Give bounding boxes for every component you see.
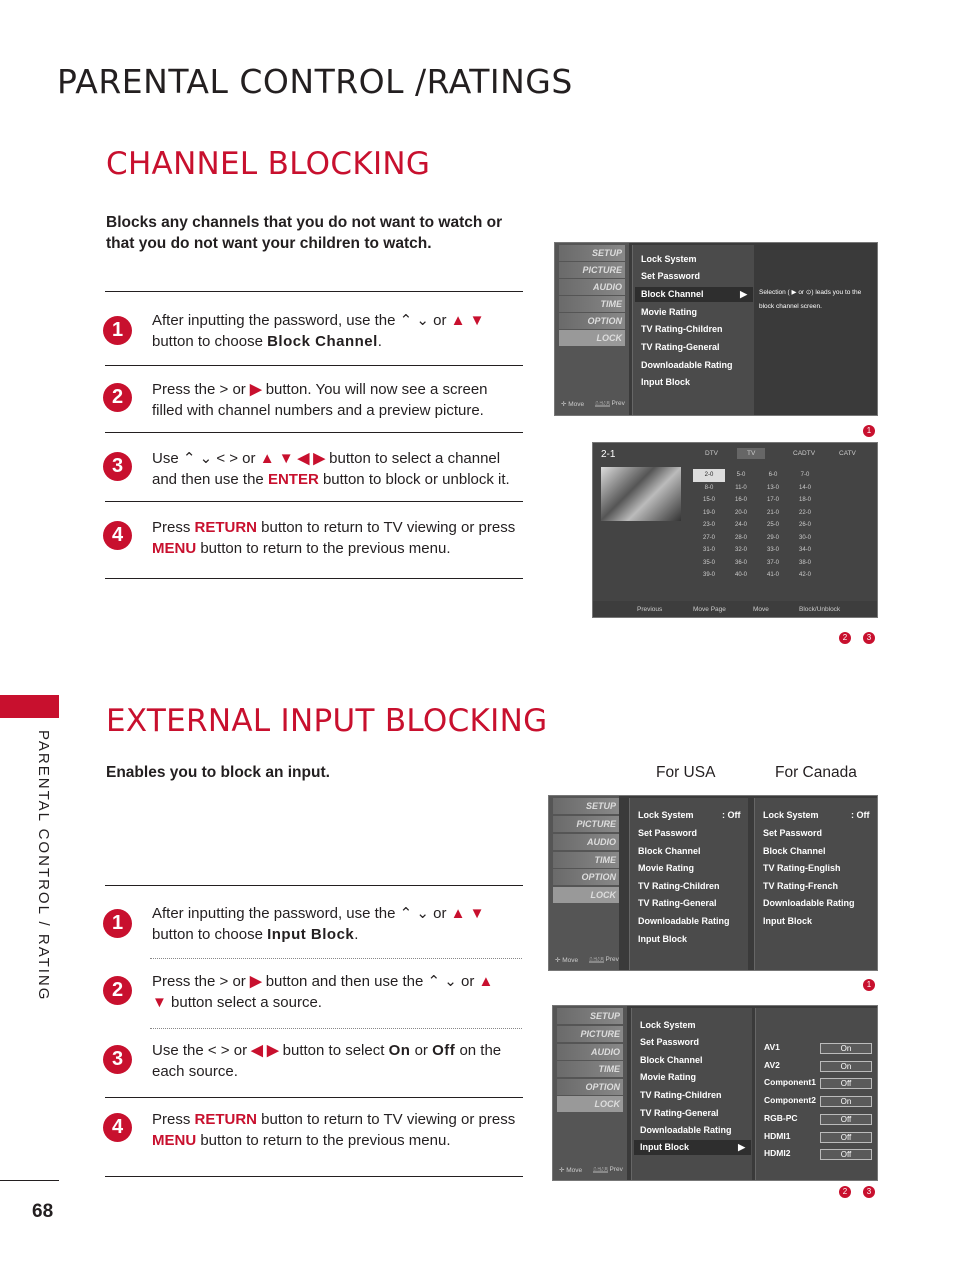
left-right-triangle-icon: ◀ ▶ [251,1042,279,1059]
channel-cell[interactable]: 31-0 [702,547,715,554]
item-input-block[interactable]: Input Block ▶ [634,1140,751,1155]
item-downloadable-rating[interactable]: Downloadable Rating [641,360,733,370]
divider [105,432,523,433]
canada-items-panel [754,798,877,970]
marker-circle: 3 [863,632,875,644]
item-tv-rating-children[interactable]: TV Rating-Children [640,1090,722,1100]
item-lock-system[interactable]: Lock System [763,810,819,820]
up-down-triangle-icon: ▲ ▼ [450,905,485,922]
channel-cell[interactable]: 39-0 [702,572,715,579]
page-divider [0,1180,59,1181]
item-tv-rating-children[interactable]: TV Rating-Children [638,881,720,891]
menu-picture[interactable]: PICTURE [559,262,625,278]
menu-audio[interactable]: AUDIO [559,279,625,295]
channel-cell[interactable]: 11-0 [735,484,747,491]
footer-prev: MENU Prev [593,1166,623,1173]
menu-column [553,1006,627,1180]
channel-cell[interactable]: 36-0 [734,559,747,566]
item-tv-rating-general[interactable]: TV Rating-General [641,342,720,352]
channel-cell[interactable]: 25-0 [766,522,779,529]
lock-items-panel [632,245,754,415]
channel-cell[interactable]: 27-0 [702,534,715,541]
footer-move: ✛ Move [559,1167,583,1174]
channel-cell[interactable]: 15-0 [702,497,715,504]
item-movie-rating[interactable]: Movie Rating [641,307,698,317]
usa-items-panel [629,798,748,970]
menu-time[interactable]: TIME [559,296,625,312]
source-name: Component2 [764,1095,816,1106]
step-text: Press the > or ▶ button. You will now see a screen filled with channel numbers and a preview picture. [152,381,488,419]
item-tv-rating-english[interactable]: TV Rating-English [763,863,841,873]
grid-row [693,557,821,570]
channel-cell[interactable]: 23-0 [702,522,715,529]
channel-cell[interactable]: 37-0 [766,559,779,566]
tab-catv[interactable]: CATV [839,450,856,457]
item-block-channel[interactable]: Block Channel [640,1055,703,1065]
grid-footer [593,601,877,617]
item-lock-system[interactable]: Lock System [640,1020,696,1030]
right-triangle-icon: ▶ [740,289,747,299]
lock-menu-screen [554,242,878,416]
source-toggle[interactable]: Off [820,1078,872,1089]
menu-setup[interactable]: SETUP [559,245,625,261]
dotted-divider [150,958,522,959]
footer-previous: Previous [637,606,663,613]
channel-blocking-intro: Blocks any channels that you do not want to watch or that you do not want your children to watch. [106,214,503,252]
grid-row [693,494,821,507]
channel-cell[interactable]: 42-0 [798,572,811,579]
channel-grid [693,469,821,582]
step-text: Use the < > or ◀ ▶ button to select On or Off on the each source. [152,1042,502,1080]
step-number: 4 [103,1113,132,1142]
channel-cell[interactable]: 13-0 [766,484,779,491]
item-block-channel[interactable]: Block Channel [638,846,701,856]
step-text: After inputting the password, use the ⌃ ⌄ or ▲ ▼ button to choose Input Block. [152,905,485,943]
item-set-password[interactable]: Set Password [763,828,823,838]
channel-cell[interactable]: 2-0 [693,469,725,482]
marker-circle: 1 [863,425,875,437]
left-right-arrow-icon: < > [207,1042,230,1059]
item-tv-rating-general[interactable]: TV Rating-General [640,1108,719,1118]
menu-lock[interactable]: LOCK [553,887,619,903]
channel-cell[interactable]: 32-0 [734,547,747,554]
up-down-triangle-icon: ▲ ▼ [450,312,485,329]
lock-items-panel [631,1008,752,1180]
right-triangle-icon: ▶ [249,973,262,990]
sidebar-label: PARENTAL CONTROL / RATING [35,730,52,1002]
footer-move: Move [753,606,769,613]
step-number: 3 [103,452,132,481]
lock-system-value: : Off [851,810,870,820]
tab-cadtv[interactable]: CADTV [793,450,816,457]
channel-blocking-heading: CHANNEL BLOCKING [106,146,431,182]
grid-row [693,469,821,482]
divider [105,291,523,292]
channel-cell[interactable]: 17-0 [766,497,779,504]
channel-cell[interactable]: 6-0 [768,472,778,479]
channel-cell[interactable]: 7-0 [800,472,810,479]
marker-circle: 3 [863,1186,875,1198]
source-toggle[interactable]: On [820,1061,872,1072]
item-input-block[interactable]: Input Block [638,934,687,944]
item-downloadable-rating[interactable]: Downloadable Rating [763,898,855,908]
menu-audio[interactable]: AUDIO [553,834,619,850]
channel-cell[interactable]: 24-0 [734,522,747,529]
step-number: 2 [103,976,132,1005]
footer-prev: MENU Prev [595,400,625,407]
page-title: PARENTAL CONTROL /RATINGS [57,62,573,101]
footer-move: ✛ Move [561,401,585,408]
item-tv-rating-general[interactable]: TV Rating-General [638,898,717,908]
step-number: 1 [103,909,132,938]
page-number: 68 [32,1201,54,1222]
grid-row [693,544,821,557]
channel-cell[interactable]: 41-0 [766,572,779,579]
divider [105,365,523,366]
divider [105,1097,523,1098]
arrows-icon: ⌃ ⌄ < > [182,450,239,467]
right-arrow-icon: > [219,973,229,990]
divider [105,501,523,502]
source-name: AV2 [764,1059,780,1070]
source-name: HDMI2 [764,1148,791,1159]
item-input-block[interactable]: Input Block [763,916,812,926]
source-toggle[interactable]: Off [820,1149,872,1160]
item-downloadable-rating[interactable]: Downloadable Rating [638,916,730,926]
external-input-heading: EXTERNAL INPUT BLOCKING [106,703,548,739]
item-set-password[interactable]: Set Password [640,1037,700,1047]
menu-column [549,796,619,970]
channel-cell[interactable]: 40-0 [734,572,747,579]
marker-circle: 2 [839,632,851,644]
step-number: 3 [103,1045,132,1074]
sources-panel [755,1008,877,1180]
step-number: 2 [103,383,132,412]
grid-row [693,507,821,520]
channel-cell[interactable]: 29-0 [766,534,779,541]
grid-tabs [691,447,873,461]
marker-circle: 2 [839,1186,851,1198]
four-triangles-icon: ▲ ▼ ◀ ▶ [259,450,325,467]
source-name: RGB-PC [764,1112,798,1123]
source-toggle[interactable]: Off [820,1114,872,1125]
divider [105,1176,523,1177]
channel-cell[interactable]: 19-0 [702,509,715,516]
channel-cell[interactable]: 21-0 [766,509,779,516]
menu-lock[interactable]: LOCK [557,1096,623,1112]
footer-block-unblock: Block/Unblock [799,606,841,613]
input-block-screen [552,1005,878,1181]
channel-cell[interactable]: 38-0 [798,559,811,566]
right-arrow-icon: > [219,381,229,398]
tab-dtv[interactable]: DTV [705,450,718,457]
source-name: AV1 [764,1042,780,1052]
menu-time[interactable]: TIME [557,1061,623,1077]
menu-option[interactable]: OPTION [553,869,619,885]
channel-cell[interactable]: 35-0 [702,559,715,566]
grid-row [693,532,821,545]
item-set-password[interactable]: Set Password [641,271,701,281]
channel-cell[interactable]: 30-0 [798,534,811,541]
grid-row [693,519,821,532]
menu-option[interactable]: OPTION [559,313,625,329]
item-downloadable-rating[interactable]: Downloadable Rating [640,1125,732,1135]
channel-cell[interactable]: 26-0 [798,522,811,529]
step-text: After inputting the password, use the ⌃ ⌄ or ▲ ▼ button to choose Block Channel. [152,312,485,350]
footer-move: ✛ Move [555,957,579,964]
item-tv-rating-children[interactable]: TV Rating-Children [641,324,723,334]
menu-picture[interactable]: PICTURE [553,816,619,832]
sidebar-tab [0,695,59,718]
for-usa-label: For USA [656,764,716,781]
lock-system-value: : Off [722,810,741,820]
channel-cell[interactable]: 8-0 [704,484,714,491]
step-text: Use ⌃ ⌄ < > or ▲ ▼ ◀ ▶ button to select a channel and then use the ENTER button to block or unblock it. [152,450,510,488]
menu-option[interactable]: OPTION [557,1079,623,1095]
channel-cell[interactable]: 5-0 [736,472,746,479]
for-canada-label: For Canada [775,764,857,781]
external-input-intro: Enables you to block an input. [106,764,330,781]
step-text: Press the > or ▶ button and then use the ⌃ ⌄ or ▲ ▼ button select a source. [152,973,494,1011]
channel-cell[interactable]: 20-0 [734,509,747,516]
menu-picture[interactable]: PICTURE [557,1026,623,1042]
menu-setup[interactable]: SETUP [553,798,619,814]
channel-cell[interactable]: 16-0 [734,497,747,504]
item-block-channel[interactable]: Block Channel ▶ [635,287,753,302]
up-down-arrow-icon: ⌃ ⌄ [399,905,429,922]
step-number: 1 [103,316,132,345]
grid-row [693,482,821,495]
menu-lock[interactable]: LOCK [559,330,625,346]
right-triangle-icon: ▶ [249,381,262,398]
item-tv-rating-french[interactable]: TV Rating-French [763,881,839,891]
grid-row [693,569,821,582]
menu-time[interactable]: TIME [553,852,619,868]
up-down-arrow-icon: ⌃ ⌄ [427,973,457,990]
menu-column [555,243,629,415]
preview-picture [601,467,681,521]
channel-cell[interactable]: 34-0 [798,547,811,554]
footer-prev: MENU Prev [589,956,619,963]
step-text: Press RETURN button to return to TV viewing or press MENU button to return to the previous menu. [152,519,516,557]
menu-setup[interactable]: SETUP [557,1008,623,1024]
channel-cell[interactable]: 33-0 [766,547,779,554]
item-input-block[interactable]: Input Block [641,377,690,387]
item-lock-system[interactable]: Lock System [641,254,697,264]
source-name: Component1 [764,1077,816,1088]
channel-cell[interactable]: 14-0 [798,484,811,491]
dotted-divider [150,1028,522,1029]
up-triangle-icon: ▲ [478,973,494,990]
source-name: HDMI1 [764,1130,791,1141]
item-lock-system[interactable]: Lock System [638,810,694,820]
source-toggle[interactable]: Off [820,1132,872,1143]
right-triangle-icon: ▶ [738,1142,745,1152]
channel-cell[interactable]: 28-0 [734,534,747,541]
current-channel: 2-1 [601,449,616,460]
up-down-arrow-icon: ⌃ ⌄ [399,312,429,329]
channel-grid-screen [592,442,878,618]
item-movie-rating[interactable]: Movie Rating [640,1072,697,1082]
down-triangle-icon: ▼ [152,994,167,1011]
channel-cell[interactable]: 22-0 [798,509,811,516]
step-text: Press RETURN button to return to TV viewing or press MENU button to return to the previous menu. [152,1111,516,1149]
tab-tv[interactable]: TV [737,448,765,459]
item-set-password[interactable]: Set Password [638,828,698,838]
divider [105,578,523,579]
usa-canada-screen [548,795,878,971]
source-toggle[interactable]: On [820,1096,872,1107]
footer-move-page: Move Page [693,606,726,613]
item-block-channel[interactable]: Block Channel [763,846,826,856]
menu-audio[interactable]: AUDIO [557,1044,623,1060]
selection-note: Selection ( ▶ or ⊙) leads you to the block channel screen. [759,289,862,310]
divider [105,885,523,886]
step-number: 4 [103,521,132,550]
marker-circle: 1 [863,979,875,991]
channel-cell[interactable]: 18-0 [798,497,811,504]
source-toggle[interactable]: On [820,1043,872,1054]
item-movie-rating[interactable]: Movie Rating [638,863,695,873]
